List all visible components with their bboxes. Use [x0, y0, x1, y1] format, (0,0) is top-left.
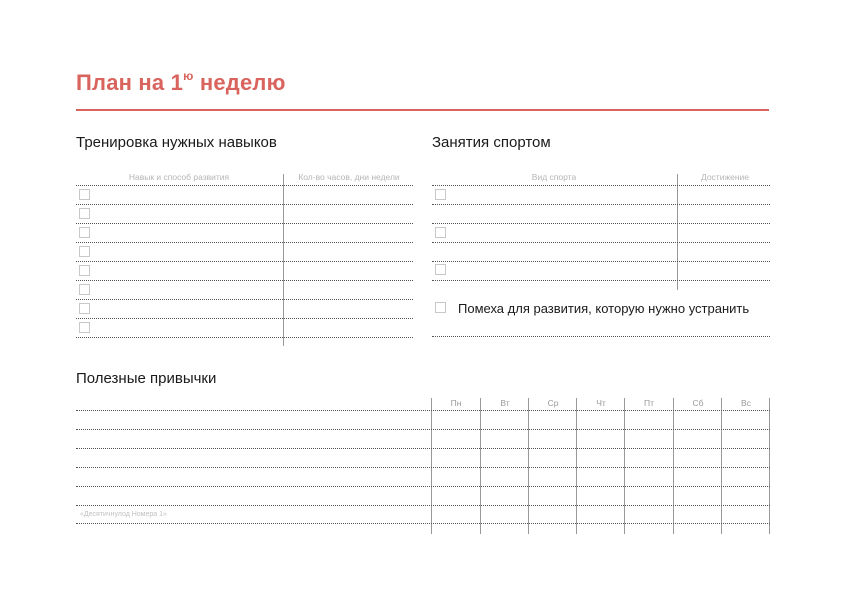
sport-row-line: [432, 261, 770, 262]
skills-row-line: [76, 185, 413, 186]
obstacle-checkbox[interactable]: [435, 302, 446, 313]
habits-column-divider: [624, 398, 625, 534]
skills-row-checkbox[interactable]: [79, 208, 90, 219]
sport-row-line: [432, 185, 770, 186]
habits-column-divider: [480, 398, 481, 534]
habits-row-line: [76, 448, 770, 449]
skills-row-line: [76, 337, 413, 338]
habits-row-line: [76, 486, 770, 487]
habits-row-line: [76, 410, 770, 411]
obstacle-label: Помеха для развития, которую нужно устранить: [458, 301, 750, 316]
habits-row-line: [76, 523, 770, 524]
obstacle-line: [432, 336, 770, 337]
sport-row-checkbox[interactable]: [435, 189, 446, 200]
sport-row-line: [432, 280, 770, 281]
day-header-5: Пт: [643, 398, 654, 408]
habits-row-line: [76, 467, 770, 468]
sport-row-line: [432, 204, 770, 205]
day-header-2: Вт: [500, 398, 510, 408]
skills-row-line: [76, 318, 413, 319]
sport-col-achievement-header: Достижение: [700, 172, 750, 182]
sport-col-type-header: Вид спорта: [531, 172, 577, 182]
habits-section-title: Полезные привычки: [76, 370, 217, 387]
footer-note: «Десятичнулод Номера 1»: [80, 511, 167, 518]
day-header-4: Чт: [596, 398, 606, 408]
habits-column-divider: [673, 398, 674, 534]
skills-row-line: [76, 204, 413, 205]
day-header-3: Ср: [547, 398, 559, 408]
habits-row-line: [76, 429, 770, 430]
sport-column-divider: [677, 174, 678, 290]
skills-row-line: [76, 261, 413, 262]
skills-col-hours-header: Кол-во часов, дни недели: [298, 172, 400, 182]
sport-row-checkbox[interactable]: [435, 227, 446, 238]
day-header-7: Вс: [741, 398, 751, 408]
skills-row-checkbox[interactable]: [79, 189, 90, 200]
skills-section-title: Тренировка нужных навыков: [76, 134, 277, 151]
title-divider: [76, 109, 769, 111]
skills-row-checkbox[interactable]: [79, 303, 90, 314]
skills-row-checkbox[interactable]: [79, 265, 90, 276]
skills-row-checkbox[interactable]: [79, 246, 90, 257]
day-header-6: Сб: [692, 398, 704, 408]
skills-row-line: [76, 299, 413, 300]
habits-column-divider: [769, 398, 770, 534]
sport-section-title: Занятия спортом: [432, 134, 551, 151]
skills-row-line: [76, 280, 413, 281]
skills-row-checkbox[interactable]: [79, 227, 90, 238]
sport-row-line: [432, 242, 770, 243]
skills-column-divider: [283, 174, 284, 346]
day-header-1: Пн: [450, 398, 462, 408]
skills-row-checkbox[interactable]: [79, 284, 90, 295]
sport-row-line: [432, 223, 770, 224]
habits-row-line: [76, 505, 770, 506]
sport-row-checkbox[interactable]: [435, 264, 446, 275]
skills-row-line: [76, 242, 413, 243]
habits-column-divider: [721, 398, 722, 534]
habits-column-divider: [431, 398, 432, 534]
skills-row-checkbox[interactable]: [79, 322, 90, 333]
skills-col-skill-header: Навык и способ развития: [128, 172, 230, 182]
habits-column-divider: [576, 398, 577, 534]
skills-row-line: [76, 223, 413, 224]
habits-column-divider: [528, 398, 529, 534]
page-title: План на $1^ю$ неделю: [76, 69, 286, 95]
